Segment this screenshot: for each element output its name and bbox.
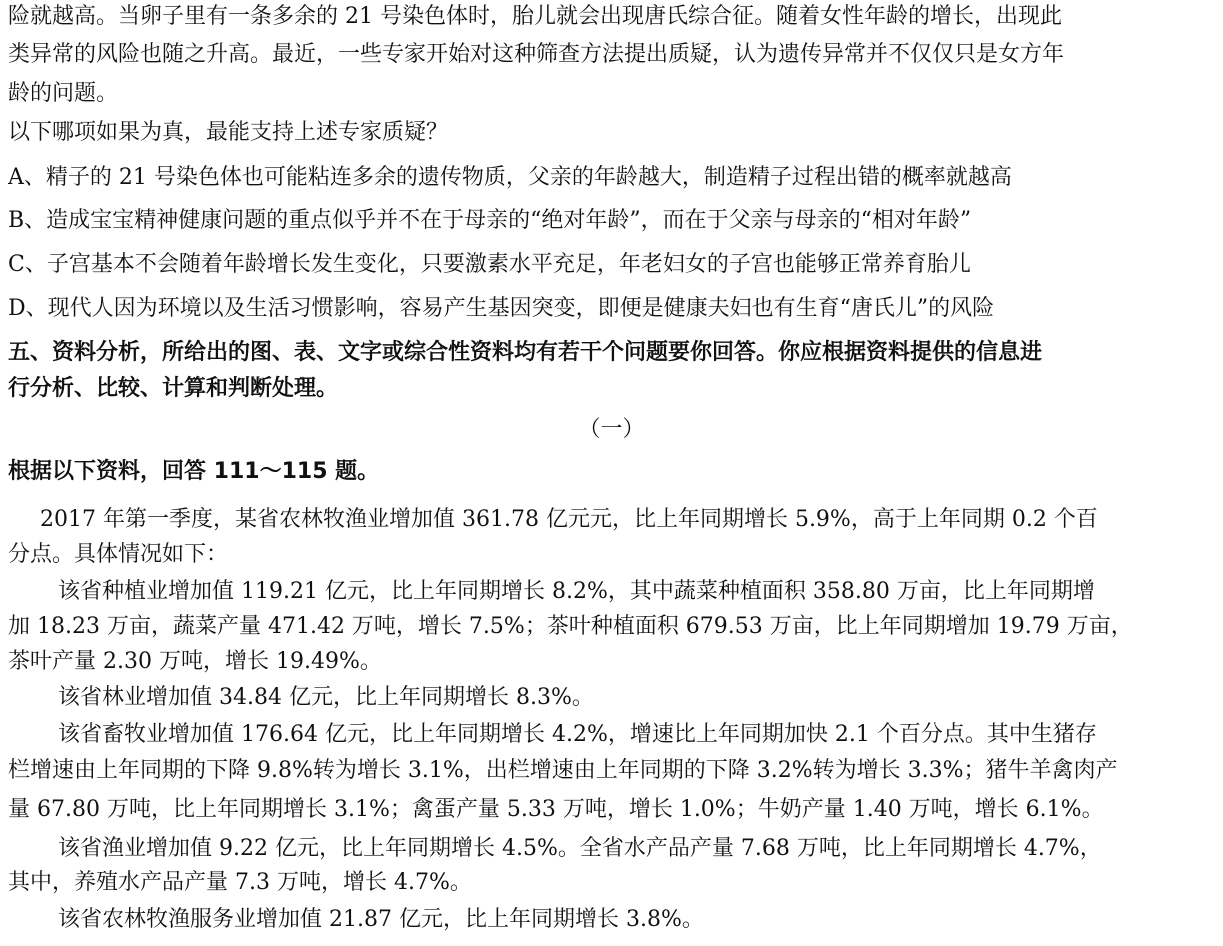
option-d: D、现代人因为环境以及生活习惯影响，容易产生基因突变，即便是健康夫妇也有生育“唐氏儿”的风险 bbox=[8, 296, 995, 321]
crop-line-3: 茶叶产量 2.30 万吨，增长 19.49%。 bbox=[8, 649, 382, 674]
forestry-line: 该省林业增加值 34.84 亿元，比上年同期增长 8.3%。 bbox=[58, 685, 594, 710]
section-heading-line-1: 五、资料分析，所给出的图、表、文字或综合性资料均有若干个问题要你回答。你应根据资料提供的信息进 bbox=[8, 340, 1043, 365]
part-label: （一） bbox=[578, 417, 645, 442]
option-b: B、造成宝宝精神健康问题的重点似乎并不在于母亲的“绝对年龄”，而在于父亲与母亲的“相对年龄” bbox=[8, 208, 972, 233]
option-a: A、精子的 21 号染色体也可能粘连多余的遗传物质，父亲的年龄越大，制造精子过程出错的概率就越高 bbox=[8, 165, 1012, 190]
option-c: C、子宫基本不会随着年龄增长发生变化，只要激素水平充足，年老妇女的子宫也能够正常养育胎儿 bbox=[8, 252, 971, 277]
question-stem-line-1: 险就越高。当卵子里有一条多余的 21 号染色体时，胎儿就会出现唐氏综合征。随着女性年龄的增长，出现此 bbox=[8, 4, 1062, 29]
question-prompt: 以下哪项如果为真，最能支持上述专家质疑？ bbox=[8, 120, 449, 145]
crop-line-2: 加 18.23 万亩，蔬菜产量 471.42 万吨，增长 7.5%；茶叶种植面积 679.53 万亩，比上年同期增加 19.79 万亩， bbox=[8, 614, 1133, 639]
fishery-line-2: 其中，养殖水产品产量 7.3 万吨，增长 4.7%。 bbox=[8, 870, 472, 895]
livestock-line-1: 该省畜牧业增加值 176.64 亿元，比上年同期增长 4.2%，增速比上年同期加快 2.1 个百分点。其中生猪存 bbox=[58, 722, 1097, 747]
question-stem-line-2: 类异常的风险也随之升高。最近，一些专家开始对这种筛查方法提出质疑，认为遗传异常并不仅仅只是女方年 bbox=[8, 42, 1065, 67]
section-heading-line-2: 行分析、比较、计算和判断处理。 bbox=[8, 376, 339, 401]
fishery-line-1: 该省渔业增加值 9.22 亿元，比上年同期增长 4.5%。全省水产品产量 7.68 万吨，比上年同期增长 4.7%， bbox=[58, 836, 1102, 861]
material-instruction: 根据以下资料，回答 111～115 题。 bbox=[8, 459, 380, 484]
livestock-line-2: 栏增速由上年同期的下降 9.8%转为增长 3.1%，出栏增速由上年同期的下降 3.2%转为增长 3.3%；猪牛羊禽肉产 bbox=[8, 758, 1118, 783]
question-stem-line-3: 龄的问题。 bbox=[8, 81, 119, 106]
intro-line-1: 2017 年第一季度，某省农林牧渔业增加值 361.78 亿元元，比上年同期增长 5.9%，高于上年同期 0.2 个百 bbox=[40, 507, 1098, 532]
crop-line-1: 该省种植业增加值 119.21 亿元，比上年同期增长 8.2%，其中蔬菜种植面积 358.80 万亩，比上年同期增 bbox=[58, 579, 1095, 604]
service-line: 该省农林牧渔服务业增加值 21.87 亿元，比上年同期增长 3.8%。 bbox=[58, 907, 704, 932]
intro-line-2: 分点。具体情况如下： bbox=[8, 542, 229, 567]
livestock-line-3: 量 67.80 万吨，比上年同期增长 3.1%；禽蛋产量 5.33 万吨，增长 1.0%；牛奶产量 1.40 万吨，增长 6.1%。 bbox=[8, 797, 1104, 822]
